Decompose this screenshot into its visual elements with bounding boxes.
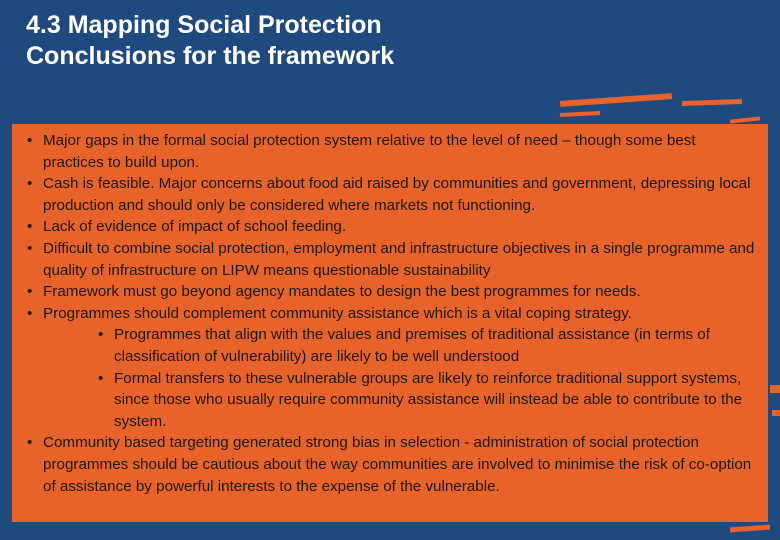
decorative-brush-stroke xyxy=(730,525,770,533)
bullet-item: • Difficult to combine social protection, employment and infrastructure objectives in a single programme and quality of infrastructure on LIPW means questionable sustainability xyxy=(22,238,758,281)
decorative-brush-stroke xyxy=(560,111,600,117)
sub-bullet-item: • Formal transfers to these vulnerable groups are likely to reinforce traditional support systems, since those who usually require community assistance will instead be able to contribute to the system. xyxy=(93,368,758,433)
slide-title-line-1: 4.3 Mapping Social Protection xyxy=(26,11,382,39)
sub-bullet-list xyxy=(93,324,758,432)
slide-title xyxy=(26,10,394,72)
content-box xyxy=(12,124,768,522)
decorative-brush-stroke xyxy=(682,99,742,106)
bullet-item: • Framework must go beyond agency mandates to design the best programmes for needs. xyxy=(22,281,758,303)
bullet-item-with-subitems xyxy=(22,303,758,433)
slide-title-line-2: Conclusions for the framework xyxy=(26,42,395,70)
decorative-brush-stroke xyxy=(560,93,672,107)
sub-bullet-item: • Programmes that align with the values and premises of traditional assistance (in terms of classification of vulnerability) are likely to be well understood xyxy=(93,324,758,367)
bullet-item: • Community based targeting generated strong bias in selection - administration of social protection programmes should be cautious about the way communities are involved to minimise the risk of co-option of assistance by powerful interests to the expense of the vulnerable. xyxy=(22,432,758,497)
decorative-brush-stroke xyxy=(730,116,760,123)
decorative-brush-stroke xyxy=(770,385,780,393)
bullet-item: • Cash is feasible. Major concerns about food aid raised by communities and government, depressing local production and should only be considered where markets not functioning. xyxy=(22,173,758,216)
bullet-item: • Lack of evidence of impact of school feeding. xyxy=(22,216,758,238)
bullet-item-text: Programmes should complement community assistance which is a vital coping strategy. xyxy=(43,304,632,322)
decorative-brush-stroke xyxy=(772,410,780,416)
bullet-item: • Major gaps in the formal social protection system relative to the level of need – though some best practices to build upon. xyxy=(22,130,758,173)
bullet-list xyxy=(22,130,758,497)
